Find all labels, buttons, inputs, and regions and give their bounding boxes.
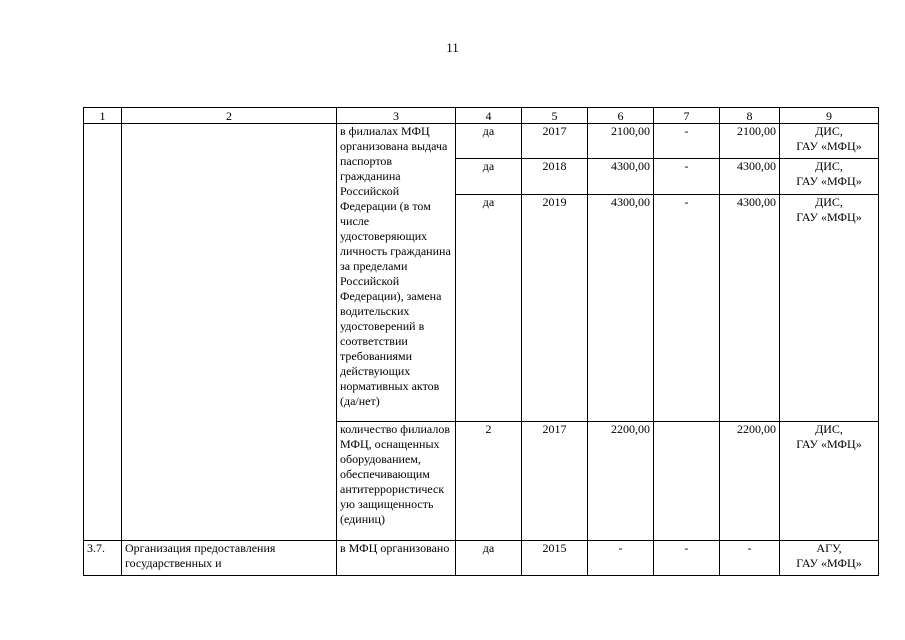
header-cell: 6: [588, 108, 654, 124]
total-cell: 4300,00: [588, 195, 654, 422]
year-cell: 2018: [522, 159, 588, 195]
header-cell: 8: [720, 108, 780, 124]
responsible-cell: ДИС, ГАУ «МФЦ»: [780, 124, 879, 159]
col7-cell: -: [654, 159, 720, 195]
col7-cell: -: [654, 541, 720, 576]
total-cell: 4300,00: [588, 159, 654, 195]
col8-cell: 2100,00: [720, 124, 780, 159]
header-cell: 3: [337, 108, 456, 124]
header-cell: 5: [522, 108, 588, 124]
responsible-cell: АГУ, ГАУ «МФЦ»: [780, 541, 879, 576]
value-cell: да: [456, 541, 522, 576]
header-cell: 1: [84, 108, 122, 124]
year-cell: 2015: [522, 541, 588, 576]
col8-cell: 4300,00: [720, 195, 780, 422]
col7-cell: -: [654, 195, 720, 422]
item-number-cell: [84, 124, 122, 541]
table-row: [84, 541, 879, 576]
col7-cell: -: [654, 124, 720, 159]
item-name-cell: Организация предоставления государственных и: [122, 541, 337, 576]
table-row: [84, 124, 879, 159]
indicator-cell: количество филиалов МФЦ, оснащенных оборудованием, обеспечивающим антитеррористическ ую защищенность (единиц): [337, 422, 456, 541]
program-table: [83, 107, 879, 576]
indicator-cell: в МФЦ организовано: [337, 541, 456, 576]
header-cell: 7: [654, 108, 720, 124]
total-cell: -: [588, 541, 654, 576]
header-cell: 4: [456, 108, 522, 124]
responsible-cell: ДИС, ГАУ «МФЦ»: [780, 195, 879, 422]
year-cell: 2017: [522, 124, 588, 159]
header-cell: 9: [780, 108, 879, 124]
value-cell: да: [456, 195, 522, 422]
year-cell: 2017: [522, 422, 588, 541]
value-cell: 2: [456, 422, 522, 541]
year-cell: 2019: [522, 195, 588, 422]
value-cell: да: [456, 124, 522, 159]
responsible-cell: ДИС, ГАУ «МФЦ»: [780, 159, 879, 195]
value-cell: да: [456, 159, 522, 195]
responsible-cell: ДИС, ГАУ «МФЦ»: [780, 422, 879, 541]
col8-cell: 4300,00: [720, 159, 780, 195]
total-cell: 2100,00: [588, 124, 654, 159]
item-name-cell: [122, 124, 337, 541]
col8-cell: -: [720, 541, 780, 576]
total-cell: 2200,00: [588, 422, 654, 541]
header-cell: 2: [122, 108, 337, 124]
col7-cell: [654, 422, 720, 541]
indicator-cell: в филиалах МФЦ организована выдача паспортов гражданина Российской Федерации (в том числе удостоверяющих личность гражданина за пределами Российской Федерации), замена водительских удостоверений в соответствии требованиями действующих нормативных актов (да/нет): [337, 124, 456, 422]
page-number: 11: [446, 40, 459, 55]
item-number-cell: 3.7.: [84, 541, 122, 576]
col8-cell: 2200,00: [720, 422, 780, 541]
header-row: [84, 108, 879, 124]
